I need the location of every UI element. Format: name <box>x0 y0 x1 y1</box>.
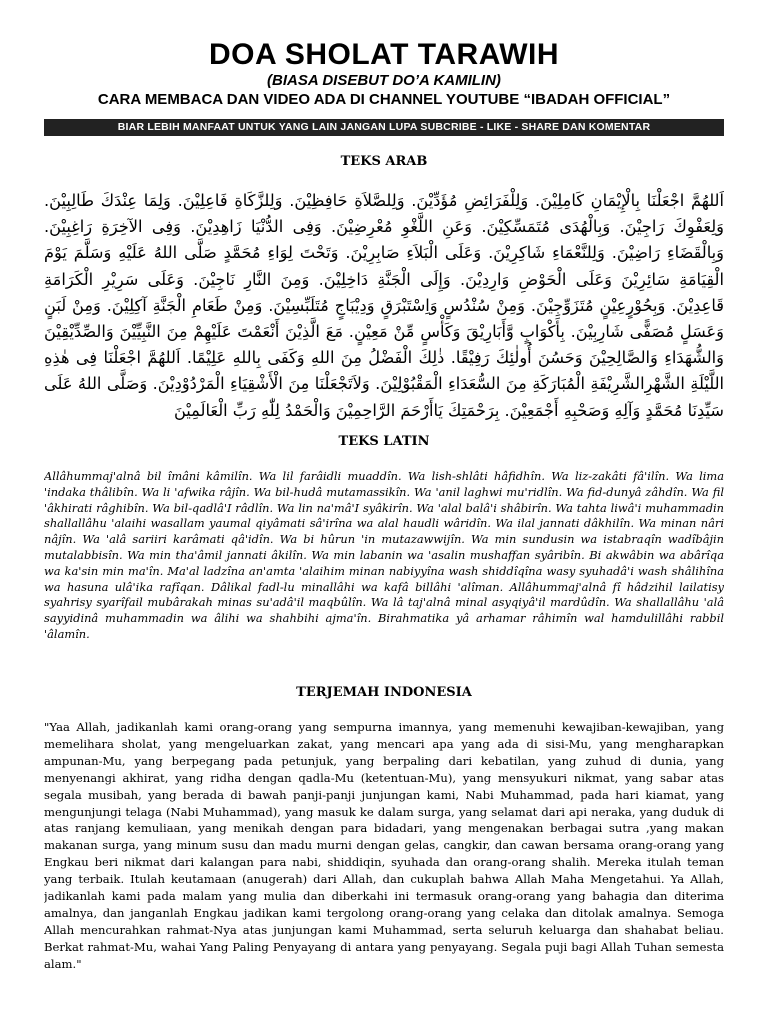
subscribe-banner: BIAR LEBIH MANFAAT UNTUK YANG LAIN JANGAN LUPA SUBCRIBE - LIKE - SHARE DAN KOMENTAR <box>44 119 724 136</box>
indonesian-text: "Yaa Allah, jadikanlah kami orang-orang yang sempurna imannya, yang memenuhi kewajiban-kewajiban, yang memelihara sholat, yang mengeluarkan zakat, yang mencari apa yang ada di sisi-Mu, yang mengharapkan ampunan-Mu, yang berpegang pada petunjuk, yang berpaling dari kebatilan, yang zuhud di dunia, yang menyenangi akhirat, yang ridha dengan qadla-Mu (ketentuan-Mu), yang mensyukuri nikmat, yang sabar atas segala musibah, yang berada di bawah panji-panji junjungan kami, Nabi Muhammad, pada hari kiamat, yang mengunjungi telaga (Nabi Muhammad), yang masuk ke dalam surga, yang selamat dari api neraka, yang duduk di atas ranjang kemuliaan, yang menikah dengan para bidadari, yang mengenakan berbagai sutra ,yang makan makanan surga, yang minum susu dan madu murni dengan gelas, cangkir, dan cawan bersama orang-orang yang Engkau beri nikmat dari kalangan para nabi, shiddiqin, syuhada dan orang-orang shalih. Mereka itulah teman yang terbaik. Itulah keutamaan (anugerah) dari Allah, dan cukuplah bahwa Allah Maha Mengetahui. Ya Allah, jadikanlah kami pada malam yang mulia dan diberkahi ini termasuk orang-orang yang bahagia dan diterima amalnya, dan janganlah Engkau jadikan kami tergolong orang-orang yang celaka dan ditolak amalnya. Semoga Allah mencurahkan rahmat-Nya atas junjungan kami Muhammad, serta seluruh keluarga dan shahabat beliau. Berkat rahmat-Mu, wahai Yang Paling Penyayang di antara yang penyayang. Segala puji bagi Allah Tuhan semesta alam." <box>44 720 724 971</box>
latin-text: Allâhummaj'alnâ bil îmâni kâmilîn. Wa lil farâidli muaddîn. Wa lish-shlâti hâfidhîn. Wa liz-zakâti fâ'ilîn. Wa lima 'indaka thâlibîn. Wa li 'afwika râjîn. Wa bil-hudâ mutamassikîn. Wa 'anil laghwi mu'ridlîn. Wa fid-dunyâ zâhdîn. Wa fil 'âkhirati râghibîn. Wa bil-qadlâ'I râdlîn. Wa lin na'mâ'I syâkirîn. Wa 'alal balâ'i shâbirîn. Wa tahta liwâ'i muhammadin shallallâhu 'alaihi wasallam yaumal qiyâmati sâ'irîna wa alal haudli wâridîn. Wa ilal jannati dâkhilîn. Wa minan nâri nâjîn. Wa 'alâ sariiri karâmati qâ'idîn. Wa bi hûrun 'in mutazawwijîn. Wa min sundusin wa istabraqîn wadîbâjin mutalabbisîn. Wa min tha'âmil jannati âkilîn. Wa min labanin wa 'asalin mushaffan syâribîn. Bi akwâbin wa abârîqa wa ka'sin min ma'în. Ma'al ladzîna an'amta 'alaihim minan nabiyyîna wash shiddîqîna wasy syuhadâ'i wash shâlihîna wa hasuna ulâ'ika rafîqan. Dâlikal fadl-lu minallâhi wa kafâ billâhi 'alîman. Allâhummaj'alnâ fî hâdzihil lailatisy syahrisy syarîfail mubârakah minas su'adâ'il maqbûlîn. Wa lâ taj'alnâ minal asyqiyâ'il mardûdîn. Wa shallallâhu 'alâ sayyidinâ muhammadin wa âlihi wa shahbihi ajma'în. Birahmatika yâ arhamar râhimîn wal hamdulillâhi rabbil 'âlamîn. <box>44 469 724 641</box>
document-subtitle: (BIASA DISEBUT DO’A KAMILIN) <box>267 72 501 89</box>
document-title: DOA SHOLAT TARAWIH <box>208 38 560 71</box>
latin-heading: TEKS LATIN <box>338 434 430 449</box>
channel-info: CARA MEMBACA DAN VIDEO ADA DI CHANNEL YOUTUBE “IBADAH OFFICIAL” <box>97 91 671 108</box>
arabic-text: اَللهُمَّ اجْعَلْنَا بِالْإِيْمَانِ كَامِلِيْنَ. وَلِلْفَرَائِضِ مُؤَدِّيْنَ. وَلِلصَّلاَةِ حَافِظِيْنَ. وَلِلزَّكَاةِ فَاعِلِيْنَ. وَلِمَا عِنْدَكَ طَالِبِيْنَ. وَلِعَفْوِكَ رَاجِيْنَ. وَبِالْهُدَى مُتَمَسِّكِيْنَ. وَعَنِ اللَّغْوِ مُعْرِضِيْنَ. وَفِى الدُّنْيَا زَاهِدِيْنَ. وَفِى الآخِرَةِ رَاغِبِيْنَ. وَبِالْقَضَاءِ رَاضِيْنَ. وَلِلنَّعْمَاءِ شَاكِرِيْنَ. وَعَلَى الْبَلاَءِ صَابِرِيْنَ. وَتَحْتَ لِوَاءِ مُحَمَّدٍ صَلَّى اللهُ عَلَيْهِ وَسَلَّمَ يَوْمَ الْقِيَامَةِ سَائِرِيْنَ وَعَلَى الْحَوْضِ وَارِدِيْنَ. وَإِلَى الْجَنَّةِ دَاخِلِيْنَ. وَمِنَ النَّارِ نَاجِيْنَ. وَعَلَى سَرِيْرِ الْكَرَامَةِ قَاعِدِيْنَ. وَبِحُوْرٍعِيْنٍ مُتَزَوِّجِيْنَ. وَمِنْ سُنْدُسٍ وَاِسْتَبْرَقٍ وَدِيْبَاجٍ مُتَلَبِّسِيْنَ. وَمِنْ طَعَامِ الْجَنَّةِ آكِلِيْنَ. وَمِنْ لَبَنٍ وَعَسَلٍ مُصَفًّى شَارِبِيْنَ. بِأَكْوَابٍ وَّأَبَارِيْقَ وَكَأْسٍ مِّنْ مَعِيْنٍ. مَعَ الَّذِيْنَ أَنْعَمْتَ عَلَيْهِمْ مِنَ النَّبِيِّيْنَ وَالصِّدِّيْقِيْنَ وَالشُّهَدَاءِ وَالصَّالِحِيْنَ وَحَسُنَ أُولٰئِكَ رَفِيْقًا. ذٰلِكَ الْفَضْلُ مِنَ اللهِ وَكَفَى بِاللهِ عَلِيْمًا. اَللهُمَّ اجْعَلْنَا فِى هٰذِهِ اللَّيْلَةِ الشَّهْرِالشَّرِيْفَةِ الْمُبَارَكَةِ مِنَ السُّعَدَاءِ الْمَقْبُوْلِيْنَ. وَلاَتَجْعَلْنَا مِنَ الْأَشْقِيَاءِ الْمَرْدُوْدِيْنَ. وَصَلَّى اللهُ عَلَى سَيِّدِنَا مُحَمَّدٍ وَآلِهِ وَصَحْبِهِ أَجْمَعِيْنَ. بِرَحْمَتِكَ يَاأَرْحَمَ الرَّاحِمِيْنَ وَالْحَمْدُ لِلّٰهِ رَبِّ الْعَالَمِيْنَ <box>44 191 724 420</box>
indonesian-heading: TERJEMAH INDONESIA <box>296 685 472 700</box>
arabic-heading: TEKS ARAB <box>340 154 428 169</box>
